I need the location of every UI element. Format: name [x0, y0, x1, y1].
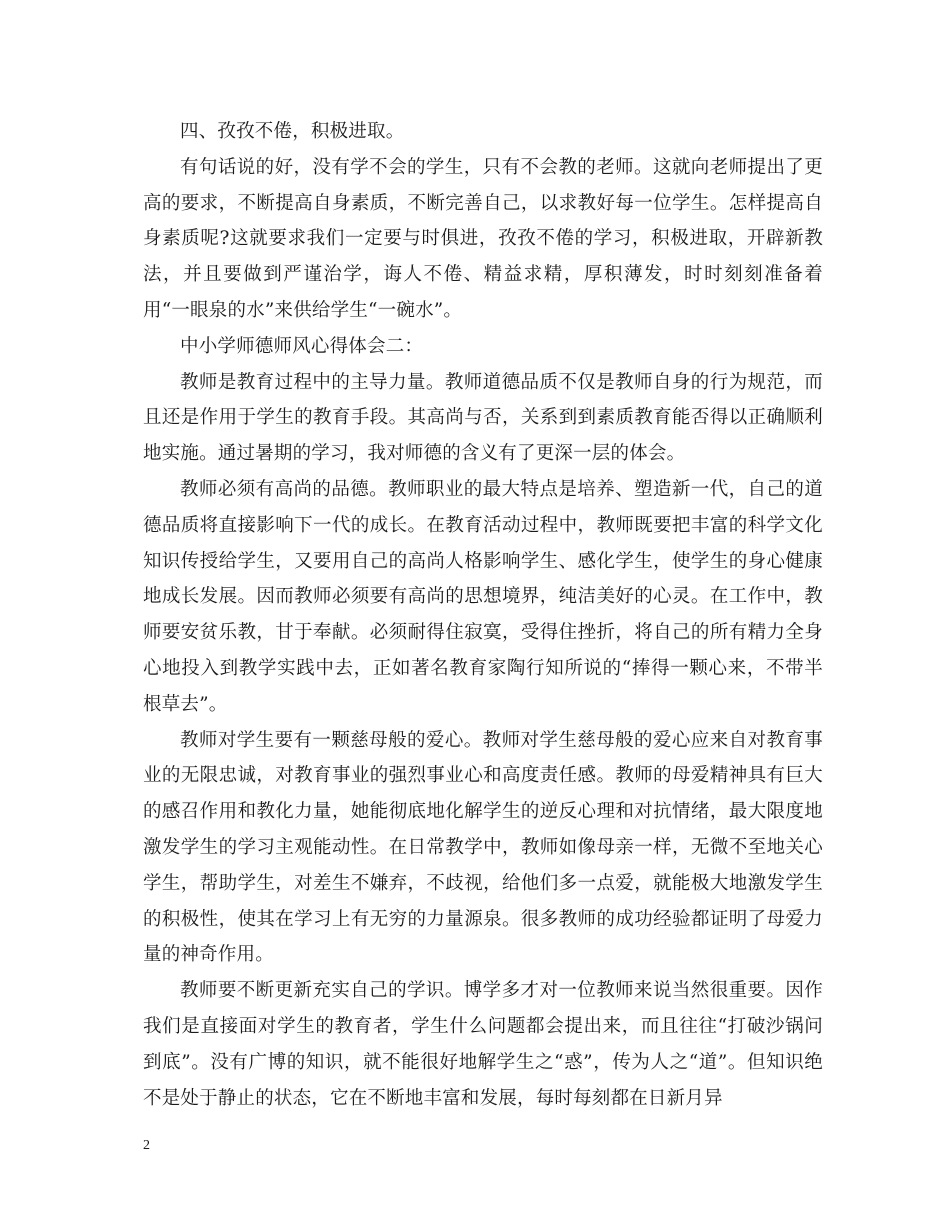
body-paragraph: 教师必须有高尚的品德。教师职业的最大特点是培养、塑造新一代，自己的道德品质将直接影响下一代的成长。在教育活动过程中，教师既要把丰富的科学文化知识传授给学生，又要用自己的高尚人格影响学生、感化学生，使学生的身心健康地成长发展。因而教师必须要有高尚的思想境界，纯洁美好的心灵。在工作中，教师要安贫乐教，甘于奉献。必须耐得住寂寞，受得住挫折，将自己的所有精力全身心地投入到教学实践中去，正如著名教育家陶行知所说的“捧得一颗心来，不带半根草去”。 [143, 478, 823, 715]
body-paragraph: 教师对学生要有一颗慈母般的爱心。教师对学生慈母般的爱心应来自对教育事业的无限忠诚，对教育事业的强烈事业心和高度责任感。教师的母爱精神具有巨大的感召作用和教化力量，她能彻底地化解学生的逆反心理和对抗情绪，最大限度地激发学生的学习主观能动性。在日常教学中，教师如像母亲一样，无微不至地关心学生，帮助学生，对差生不嫌弃，不歧视，给他们多一点爱，就能极大地激发学生的积极性，使其在学习上有无穷的力量源泉。很多教师的成功经验都证明了母爱力量的神奇作用。 [143, 729, 823, 966]
document-body [143, 114, 823, 1116]
section-heading: 四、孜孜不倦，积极进取。 [180, 121, 405, 142]
body-paragraph: 教师要不断更新充实自己的学识。博学多才对一位教师来说当然很重要。因作我们是直接面对学生的教育者，学生什么问题都会提出来，而且往往“打破沙锅问到底”。没有广博的知识，就不能很好地解学生之“惑”，传为人之“道”。但知识绝不是处于静止的状态，它在不断地丰富和发展，每时每刻都在日新月异 [143, 980, 823, 1109]
subsection-heading: 中小学师德师风心得体会二： [180, 335, 424, 357]
body-paragraph: 有句话说的好，没有学不会的学生，只有不会教的老师。这就向老师提出了更高的要求，不断提高自身素质，不断完善自己，以求教好每一位学生。怎样提高自身素质呢?这就要求我们一定要与时俱进，孜孜不倦的学习，积极进取，开辟新教法，并且要做到严谨治学，诲人不倦、精益求精，厚积薄发，时时刻刻准备着用“一眼泉的水”来供给学生“一碗水”。 [143, 156, 823, 321]
body-paragraph: 教师是教育过程中的主导力量。教师道德品质不仅是教师自身的行为规范，而且还是作用于学生的教育手段。其高尚与否，关系到到素质教育能否得以正确顺利地实施。通过暑期的学习，我对师德的含义有了更深一层的体会。 [143, 371, 823, 465]
page-number: 2 [143, 1138, 150, 1153]
